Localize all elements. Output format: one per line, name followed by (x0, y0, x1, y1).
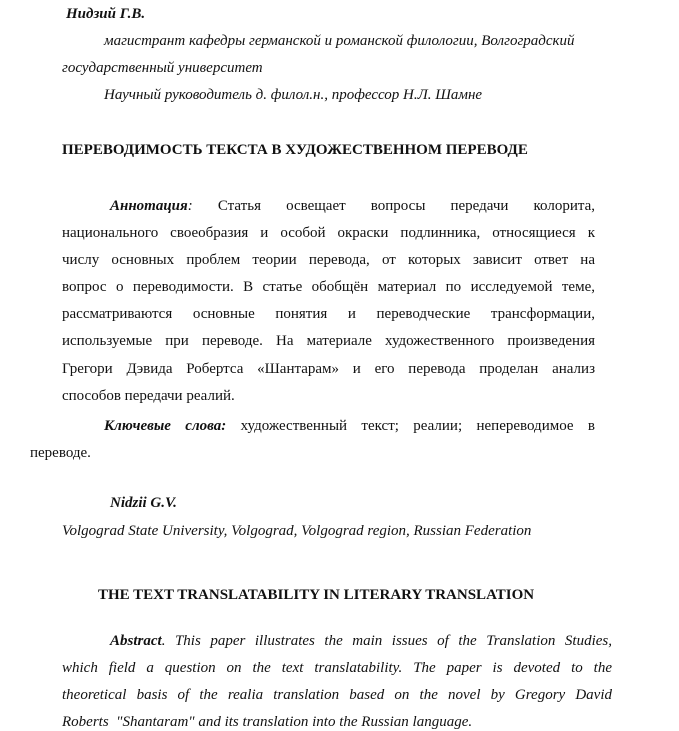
ru-author: Нидзий Г.В. (66, 6, 146, 22)
annotation-text-1: Статья освещает вопросы передачи колорита, (217, 198, 595, 214)
keywords-label: Ключевые слова: (104, 418, 227, 434)
keywords-line-1 (104, 418, 595, 435)
abstract-text-1: . This paper illustrates the main issues of the Translation Studies, (161, 633, 612, 649)
ru-affiliation-line2: государственный университет (62, 60, 263, 76)
annotation-line-6: используемые при переводе. На материале художественного произведения (62, 333, 595, 349)
annotation-label: Аннотация (110, 198, 188, 214)
ru-supervisor: Научный руководитель д. филол.н., профессор Н.Л. Шамне (104, 87, 483, 103)
ru-affiliation-line1: магистрант кафедры германской и романской филологии, Волгоградский (104, 33, 575, 49)
abstract-line-1 (110, 633, 612, 650)
keywords-line-2: переводе. (30, 445, 91, 461)
abstract-line-2: which field a question on the text translatability. The paper is devoted to the (62, 660, 612, 676)
abstract-label: Abstract (110, 633, 162, 649)
annotation-line-2: национального своеобразия и особой окраски подлинника, относящиеся к (62, 225, 595, 241)
abstract-line-3: theoretical basis of the realia translation based on the novel by Gregory David (62, 687, 612, 703)
annotation-line-5: рассматриваются основные понятия и переводческие трансформации, (62, 306, 595, 322)
annotation-line-4: вопрос о переводимости. В статье обобщён материал по исследуемой теме, (62, 279, 595, 295)
annotation-colon: : (187, 198, 193, 214)
annotation-line-3: числу основных проблем теории перевода, от которых зависит ответ на (62, 252, 595, 268)
en-affiliation: Volgograd State University, Volgograd, Volgograd region, Russian Federation (62, 523, 532, 539)
en-author: Nidzii G.V. (110, 495, 177, 511)
annotation-line-7: Грегори Дэвида Робертса «Шантарам» и его перевода проделан анализ (62, 361, 595, 377)
annotation-line-1 (110, 198, 595, 215)
ru-title: ПЕРЕВОДИМОСТЬ ТЕКСТА В ХУДОЖЕСТВЕННОМ ПЕРЕВОДЕ (62, 142, 528, 158)
keywords-text-1: художественный текст; реалии; непереводимое в (240, 418, 595, 434)
abstract-line-4: Roberts "Shantaram" and its translation into the Russian language. (62, 714, 473, 730)
annotation-line-8: способов передачи реалий. (62, 388, 235, 404)
en-title: THE TEXT TRANSLATABILITY IN LITERARY TRANSLATION (98, 587, 535, 603)
